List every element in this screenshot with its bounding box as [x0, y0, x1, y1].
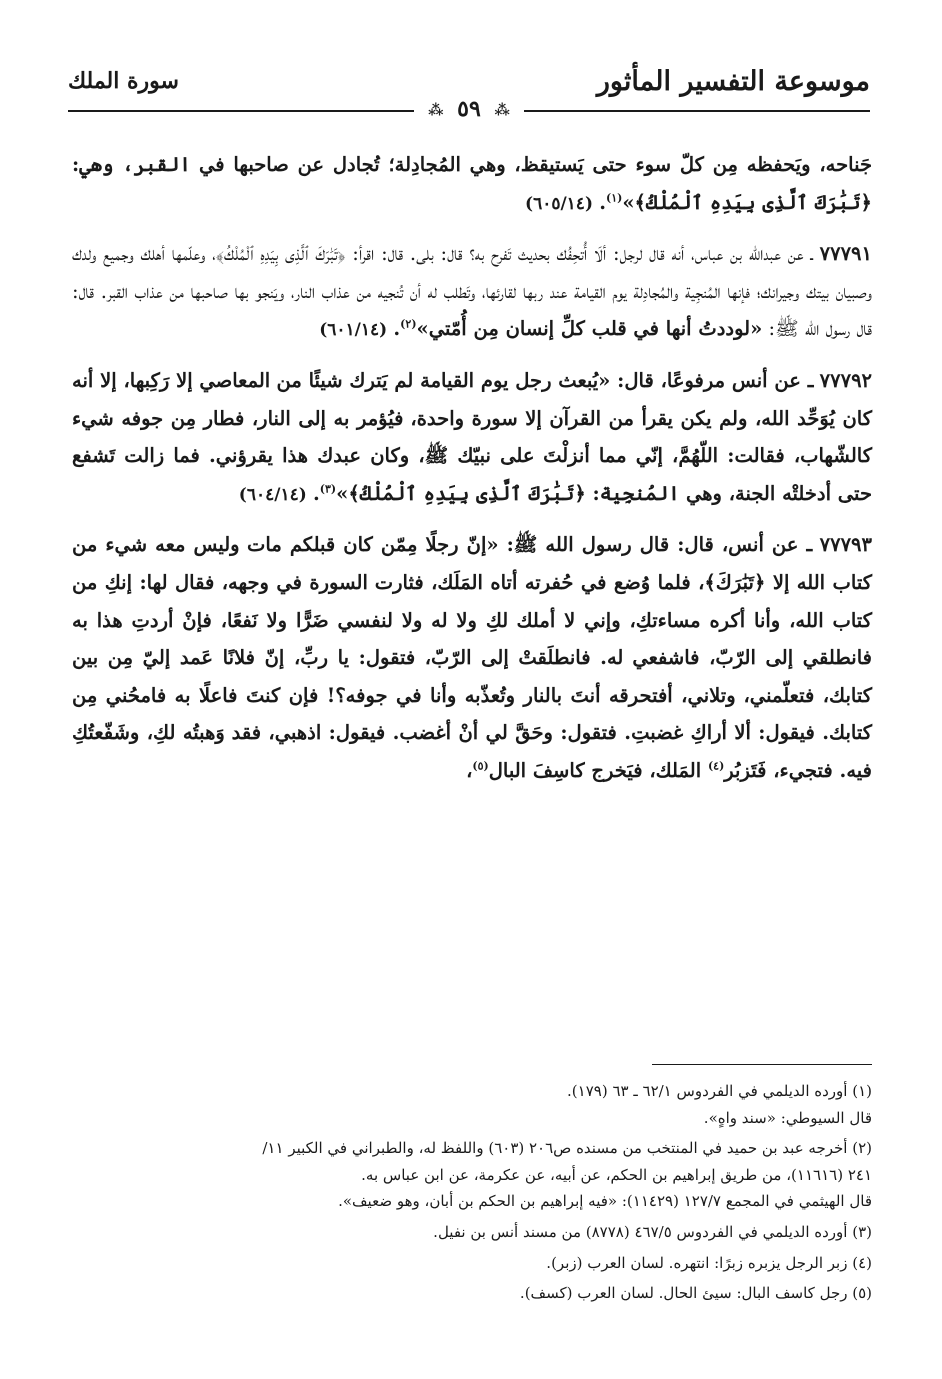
footnote-marker: (٥) [472, 759, 489, 773]
text-line [199, 153, 872, 176]
line-text: تُنجيه من عذاب النار، ويَنجو بها صاحبها من عذاب القبر. قال: قال رسول الله ﷺ: [72, 279, 872, 341]
volume-page-reference: (٦٠١/١٤) [319, 320, 388, 341]
footnotes [72, 1078, 872, 1307]
line-text: السورة في وجهه، فقال لها: إنكِ من كتاب الله، وأنا أكره مساءتكِ، وإني لا أملك [72, 570, 872, 632]
footnote-line: (٢) أخرجه عبد بن حميد في المنتخب من مسنده ص٢٠٦ (٦٠٣) واللفظ له، والطبراني في الكبير ١١/ [262, 1139, 872, 1158]
line-text: على نبيّك ﷺ، وكان عبدك هذا يقرؤني. فما زالت تَشفع حتى أدخلتْه الجنة، وهي [72, 444, 872, 505]
line-text: بيتك وجيرانك؛ فإنها المُنجِية والمُجادِلة يوم القيامة عند ربها لقارئها، وتَطلب له أن [409, 279, 829, 303]
footnote-marker: (٢) [400, 317, 417, 331]
line-text: ـ عن أنس مرفوعًا، قال: «يُبعث رجل يوم القيامة لم يَترك شيئًا من [276, 368, 814, 392]
footnote-marker: (٤) [707, 759, 725, 773]
hadith-paragraph [72, 146, 872, 223]
hadith-paragraph [72, 235, 872, 350]
surah-title: سورة الملك [68, 68, 179, 94]
line-text: . [393, 317, 401, 341]
line-text: وليس معه شيء من كتاب الله إلا ﴿تَبَٰرَكَ﴾، فلما وُضع في حُفرته أتاه المَلَك، فثارت [72, 533, 872, 594]
footnote-separator [652, 1064, 872, 1065]
hadith-paragraph [72, 362, 872, 514]
line-text: ، [466, 758, 473, 782]
footnote-line: (١) أورده الديلمي في الفردوس ٦٢/١ ـ ٦٣ (١٧٩). [567, 1082, 872, 1100]
line-text: وتلاني، أفتحرقه أنتَ بالنار وتُعذّبه وأنا في جوفه؟! فإن كنتَ فاعلًا به فامحُني مِن [72, 683, 736, 707]
line-text: المعاصي إلا رَكِبها، إلا أنه كان يُوَحِّد الله، ولم يكن يقرأ من القرآن إلا سورة واحدة، [72, 368, 872, 430]
hadith-number: ٧٧٧٩١ [819, 242, 873, 266]
footnote-line: (٥) رجل كاسف البال: سيئ الحال. لسان العرب (كسف). [519, 1284, 872, 1303]
footnote-line: ٢٤١ (١١٦١٦)، من طريق إبراهيم بن الحكم، عن أبيه، عن عكرمة، عن ابن عباس به. [361, 1165, 872, 1184]
volume-page-reference: (٦٠٥/١٤) [525, 193, 593, 214]
line-text: جَناحه، ويَحفظه مِن كلّ سوء حتى يَستيقظ، وهي المُجادِلة؛ تُجادل عن صاحبها في [199, 153, 873, 176]
text-line [313, 482, 680, 505]
footnote-line: (٣) أورده الديلمي في الفردوس ٤٦٧/٥ (٨٧٧٨) من مسند أنس بن نفيل. [433, 1222, 872, 1241]
hadith-number: ٧٧٧٩٢ [819, 368, 873, 392]
line-text: . [312, 481, 320, 505]
footnote-line: قال الهيثمي في المجمع ١٢٧/٧ (١١٤٢٩): «فيه إبراهيم بن الحكم بن أبان، وهو ضعيف». [338, 1192, 872, 1211]
footnote-line: (٤) زبر الرجل يزبره زبرًا: انتهره. لسان العرب (زبر). [546, 1253, 872, 1272]
book-title: موسوعة التفسير المأثور [596, 66, 870, 97]
line-text: . [599, 190, 606, 214]
ornament-icon: ⁂ [428, 101, 444, 119]
line-text: «لوددتُ أنها في قلب كلِّ إنسان مِن أُمّتي» [416, 317, 763, 341]
footnote-marker: (٣) [319, 482, 337, 496]
line-text: بلى. قال: اقرأ: ﴿تَبَٰرَكَ ٱلَّذِى بِيَدِهِ ٱلْمُلْكُ﴾، وعلّمها أهلك وجميع ولدك وصبيان [72, 242, 872, 303]
hadith-paragraph [72, 526, 872, 789]
footnote-line: قال السيوطي: «سند واهٍ». [703, 1108, 872, 1127]
line-text: وَهبتُه لكِ، وشَفّعتُكِ فيه. فتجيء، فَتَزبُر [72, 721, 872, 782]
ornament-icon: ⁂ [494, 101, 510, 119]
main-text [72, 146, 872, 790]
text-line [72, 684, 736, 707]
line-text: المَلك، فيَخرج كاسِفَ البال [488, 758, 708, 782]
line-text: كتابك. فيقول: ألا أراكِ غضبتِ. فتقول: وحَقَّ لي أنْ أغضب. فيقول: اذهبي، فقد [231, 721, 872, 745]
text-line [410, 280, 829, 303]
line-text: ـ عن أنس، قال: قال رسول الله ﷺ: «إنّ رجلًا مِمّن كان قبلكم مات [247, 533, 813, 557]
line-text: المُنجِية: ﴿تَبَٰرَكَ ٱلَّذِى بِيَدِهِ ٱلْمُلْكُ﴾» [336, 481, 680, 505]
line-text: لكِ ولا له ولا لنفسي ضَرًّا ولا نَفعًا، فإنْ أردتِ هذا به فانطلقي إلى الرّبّ، فاشفعي [72, 608, 872, 670]
page-number: ٥٩ [457, 96, 481, 122]
footnote-marker: (١) [605, 191, 623, 205]
text-line [441, 242, 813, 265]
text-line [393, 317, 762, 340]
running-header [68, 58, 870, 123]
text-line [276, 369, 813, 392]
text-line [232, 721, 872, 744]
hadith-number: ٧٧٧٩٣ [819, 533, 872, 557]
line-text: فيُؤمر به إلى النار، فطار مِن جوفه شيء كالشّهاب، فقالت: اللّهُمَّ، إنّي مما أنزلْتَ [72, 406, 872, 468]
line-text: له. فانطلَقتْ إلى الرّبّ، فتقول: يا ربِّ، إنّ فلانًا عَمد إليّ مِن بين كتابك، فتعلّمني، [72, 646, 873, 707]
text-line [247, 533, 812, 556]
line-text: القبر، وهي: ﴿تَبَٰرَكَ ٱلَّذِى بِيَدِهِ ٱلْمُلْكُ﴾» [72, 153, 872, 214]
volume-page-reference: (٦٠٤/١٤) [238, 484, 307, 505]
line-text: ـ عن عبدالله بن عباس، أنه قال لرجل: ألَا أُتحِفُك بحديث تَفرح به؟ قال: [440, 242, 813, 266]
